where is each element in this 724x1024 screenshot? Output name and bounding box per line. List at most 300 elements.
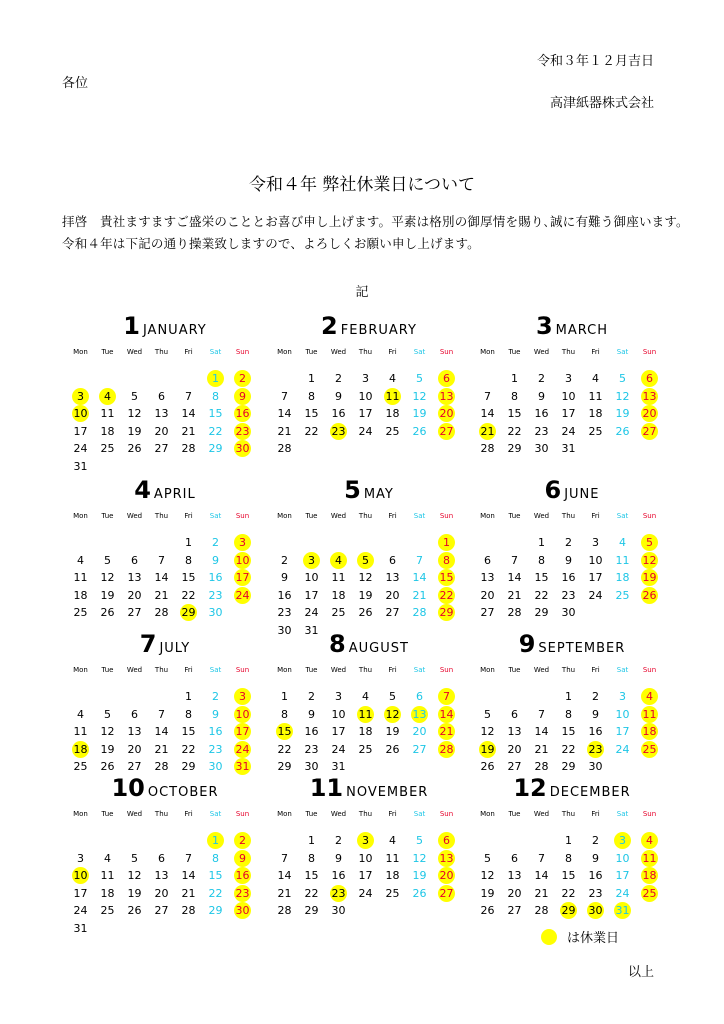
month-name: MARCH <box>555 323 609 338</box>
day-cell <box>271 758 298 776</box>
day-cell <box>609 552 636 570</box>
month-april <box>67 476 263 622</box>
weekday-label: Sat <box>616 666 629 674</box>
holiday-day: 11 <box>642 707 657 721</box>
day-cell <box>501 587 528 605</box>
day: 16 <box>331 869 346 883</box>
weekday-label: Tue <box>508 666 521 674</box>
day-cell <box>229 741 256 759</box>
month-table <box>67 664 256 776</box>
day: 6 <box>158 389 165 403</box>
holiday-day: 30 <box>588 904 603 918</box>
day: 29 <box>181 760 196 774</box>
day-cell <box>175 388 202 406</box>
day: 17 <box>304 588 319 602</box>
day: 1 <box>565 690 572 704</box>
day-cell <box>379 706 406 724</box>
day-cell <box>636 405 663 423</box>
day-cell <box>379 741 406 759</box>
empty-cell <box>148 920 175 938</box>
day-cell <box>67 423 94 441</box>
day-cell <box>352 741 379 759</box>
day-cell <box>148 552 175 570</box>
day: 7 <box>484 389 491 403</box>
weekday-label: Fri <box>388 348 397 356</box>
day: 14 <box>181 869 196 883</box>
day: 26 <box>358 606 373 620</box>
weekday-label: Sun <box>439 666 454 674</box>
empty-cell <box>609 604 636 622</box>
month-name: SEPTEMBER <box>538 641 626 656</box>
holiday-day: 27 <box>439 424 454 438</box>
day: 7 <box>185 389 192 403</box>
day-cell <box>325 867 352 885</box>
day-cell <box>609 423 636 441</box>
day: 28 <box>412 606 427 620</box>
day: 22 <box>181 742 196 756</box>
day-cell <box>555 388 582 406</box>
empty-cell <box>582 604 609 622</box>
empty-cell <box>121 832 148 850</box>
month-number: 2 <box>321 312 338 340</box>
day: 26 <box>100 760 115 774</box>
holiday-day: 15 <box>277 725 292 739</box>
day: 3 <box>619 690 626 704</box>
day-cell <box>636 867 663 885</box>
day-cell <box>528 723 555 741</box>
holiday-day: 11 <box>385 389 400 403</box>
day-cell <box>202 867 229 885</box>
day: 25 <box>615 588 630 602</box>
day: 12 <box>615 389 630 403</box>
day: 27 <box>127 606 142 620</box>
weekday-label: Thu <box>358 666 373 674</box>
day: 8 <box>212 851 219 865</box>
holiday-day: 10 <box>73 869 88 883</box>
month-number: 8 <box>329 630 346 658</box>
day: 1 <box>308 834 315 848</box>
day-cell <box>94 850 121 868</box>
day: 17 <box>73 886 88 900</box>
weekday-label: Wed <box>126 666 143 674</box>
day-cell <box>175 569 202 587</box>
day: 18 <box>615 571 630 585</box>
day-cell <box>202 850 229 868</box>
empty-cell <box>379 440 406 458</box>
empty-cell <box>352 902 379 920</box>
weekday-label: Sun <box>439 512 454 520</box>
day: 9 <box>212 707 219 721</box>
weekday-label: Fri <box>591 810 600 818</box>
day-cell <box>271 741 298 759</box>
empty-cell <box>229 458 256 476</box>
day: 3 <box>565 372 572 386</box>
day-cell <box>528 885 555 903</box>
day-cell <box>229 723 256 741</box>
day-cell <box>501 370 528 388</box>
empty-cell <box>433 440 460 458</box>
day-cell <box>433 688 460 706</box>
day: 1 <box>185 690 192 704</box>
empty-cell <box>352 758 379 776</box>
empty-cell <box>148 688 175 706</box>
day-cell <box>175 423 202 441</box>
day: 4 <box>389 834 396 848</box>
day-cell <box>406 569 433 587</box>
day: 23 <box>534 424 549 438</box>
month-number: 7 <box>139 630 157 658</box>
day: 5 <box>104 553 111 567</box>
day-cell <box>501 723 528 741</box>
day: 13 <box>127 571 142 585</box>
day: 2 <box>212 536 219 550</box>
day-cell <box>433 423 460 441</box>
day: 28 <box>507 606 522 620</box>
day: 12 <box>127 407 142 421</box>
weekday-label: Wed <box>126 512 143 520</box>
day-cell <box>175 723 202 741</box>
day: 23 <box>561 588 576 602</box>
day-cell <box>121 885 148 903</box>
day: 13 <box>507 869 522 883</box>
day-cell <box>94 423 121 441</box>
day-cell <box>501 604 528 622</box>
empty-cell <box>175 832 202 850</box>
empty-cell <box>271 534 298 552</box>
day: 11 <box>331 571 346 585</box>
day-cell <box>94 758 121 776</box>
day: 6 <box>416 690 423 704</box>
day: 24 <box>358 886 373 900</box>
day-cell <box>352 552 379 570</box>
day: 1 <box>565 834 572 848</box>
holiday-day: 29 <box>181 606 196 620</box>
day: 27 <box>127 760 142 774</box>
issue-date: 令和３年１２月吉日 <box>536 54 654 69</box>
day: 9 <box>335 389 342 403</box>
day-cell <box>636 370 663 388</box>
weekday-label: Thu <box>561 348 576 356</box>
day-cell <box>474 902 501 920</box>
day: 1 <box>538 536 545 550</box>
day-cell <box>474 706 501 724</box>
day: 15 <box>561 725 576 739</box>
day-cell <box>148 587 175 605</box>
day-cell <box>271 552 298 570</box>
day: 4 <box>362 690 369 704</box>
day: 18 <box>385 407 400 421</box>
day-cell <box>229 885 256 903</box>
month-header <box>67 774 263 804</box>
weekday-label: Sat <box>413 666 426 674</box>
day: 25 <box>331 606 346 620</box>
day: 21 <box>277 886 292 900</box>
day-cell <box>67 885 94 903</box>
day-cell <box>555 706 582 724</box>
month-header <box>271 312 467 342</box>
day: 2 <box>592 690 599 704</box>
day-cell <box>229 388 256 406</box>
holiday-day: 17 <box>235 725 250 739</box>
day-cell <box>555 867 582 885</box>
day: 8 <box>565 851 572 865</box>
day-cell <box>202 604 229 622</box>
day: 8 <box>565 707 572 721</box>
day-cell <box>298 569 325 587</box>
day-cell <box>325 423 352 441</box>
month-number: 3 <box>535 312 553 340</box>
day-cell <box>229 867 256 885</box>
day: 7 <box>511 553 518 567</box>
day-cell <box>352 405 379 423</box>
day-cell <box>325 552 352 570</box>
month-may <box>271 476 467 639</box>
day: 15 <box>181 571 196 585</box>
weekday-label: Mon <box>277 348 292 356</box>
empty-cell <box>501 832 528 850</box>
day-cell <box>501 405 528 423</box>
empty-cell <box>582 440 609 458</box>
day-cell <box>298 741 325 759</box>
day: 16 <box>588 725 603 739</box>
holiday-day: 6 <box>438 370 455 387</box>
day: 19 <box>480 886 495 900</box>
day-cell <box>298 885 325 903</box>
day: 3 <box>362 372 369 386</box>
empty-cell <box>175 920 202 938</box>
weekday-label: Mon <box>480 512 495 520</box>
holiday-day: 13 <box>439 389 454 403</box>
day-cell <box>352 706 379 724</box>
day-cell <box>298 688 325 706</box>
holiday-day: 18 <box>642 725 657 739</box>
holiday-day: 11 <box>642 851 657 865</box>
day-cell <box>298 604 325 622</box>
month-header <box>474 476 670 506</box>
day-cell <box>202 552 229 570</box>
day-cell <box>528 388 555 406</box>
holiday-day: 17 <box>235 571 250 585</box>
holiday-day: 21 <box>480 424 495 438</box>
day: 6 <box>511 851 518 865</box>
day-cell <box>325 706 352 724</box>
empty-cell <box>528 832 555 850</box>
day-cell <box>636 723 663 741</box>
day: 24 <box>588 588 603 602</box>
holiday-day: 18 <box>642 869 657 883</box>
day: 4 <box>104 851 111 865</box>
weekday-label: Mon <box>73 512 88 520</box>
day: 14 <box>534 869 549 883</box>
day: 22 <box>534 588 549 602</box>
weekday-label: Mon <box>73 810 88 818</box>
day-cell <box>636 423 663 441</box>
day: 14 <box>480 407 495 421</box>
day: 31 <box>73 459 88 473</box>
weekday-label: Tue <box>508 348 521 356</box>
weekday-label: Wed <box>330 810 347 818</box>
day-cell <box>379 587 406 605</box>
day: 17 <box>588 571 603 585</box>
month-march <box>474 312 670 458</box>
day-cell <box>433 832 460 850</box>
day-cell <box>94 388 121 406</box>
month-name: JULY <box>159 641 191 656</box>
holiday-day: 24 <box>235 742 250 756</box>
day: 12 <box>480 869 495 883</box>
day-cell <box>67 604 94 622</box>
empty-cell <box>501 688 528 706</box>
empty-cell <box>94 832 121 850</box>
day-cell <box>202 758 229 776</box>
day-cell <box>609 370 636 388</box>
month-table <box>474 808 663 920</box>
month-number: 12 <box>513 774 547 802</box>
day-cell <box>528 423 555 441</box>
day-cell <box>271 885 298 903</box>
month-number: 10 <box>111 774 145 802</box>
day: 25 <box>100 904 115 918</box>
day: 19 <box>615 407 630 421</box>
empty-cell <box>325 440 352 458</box>
month-table <box>271 510 460 639</box>
empty-cell <box>474 370 501 388</box>
day-cell <box>501 741 528 759</box>
day-cell <box>352 370 379 388</box>
weekday-label: Fri <box>591 666 600 674</box>
weekday-label: Tue <box>101 666 114 674</box>
empty-cell <box>298 440 325 458</box>
day: 20 <box>507 742 522 756</box>
day-cell <box>501 902 528 920</box>
day-cell <box>94 587 121 605</box>
day: 26 <box>385 742 400 756</box>
weekday-label: Sun <box>439 348 454 356</box>
day-cell <box>94 552 121 570</box>
day-cell <box>94 741 121 759</box>
day: 11 <box>73 571 88 585</box>
holiday-day: 4 <box>330 552 347 569</box>
greeting-line-2: 令和４年は下記の通り操業致しますので、よろしくお願い申し上げます。 <box>62 236 480 251</box>
day: 22 <box>208 886 223 900</box>
day: 21 <box>534 886 549 900</box>
day-cell <box>582 587 609 605</box>
day-cell <box>175 534 202 552</box>
day-cell <box>609 569 636 587</box>
day: 26 <box>127 904 142 918</box>
day-cell <box>298 370 325 388</box>
empty-cell <box>94 458 121 476</box>
day: 24 <box>358 424 373 438</box>
day-cell <box>555 370 582 388</box>
day-cell <box>636 388 663 406</box>
empty-cell <box>121 370 148 388</box>
day: 2 <box>308 690 315 704</box>
day-cell <box>555 741 582 759</box>
empty-cell <box>148 832 175 850</box>
month-june <box>474 476 670 622</box>
weekday-label: Fri <box>591 348 600 356</box>
day-cell <box>433 405 460 423</box>
holiday-day: 3 <box>303 552 320 569</box>
weekday-label: Fri <box>388 512 397 520</box>
day-cell <box>433 534 460 552</box>
day-cell <box>121 867 148 885</box>
day: 7 <box>281 389 288 403</box>
day-cell <box>609 902 636 920</box>
day-cell <box>636 587 663 605</box>
holiday-day: 1 <box>207 370 224 387</box>
empty-cell <box>379 902 406 920</box>
day-cell <box>271 867 298 885</box>
day: 6 <box>131 707 138 721</box>
day-cell <box>501 758 528 776</box>
day: 9 <box>592 851 599 865</box>
day-cell <box>555 758 582 776</box>
day-cell <box>555 569 582 587</box>
day-cell <box>555 534 582 552</box>
day-cell <box>352 569 379 587</box>
day-cell <box>67 723 94 741</box>
weekday-label: Fri <box>184 348 193 356</box>
holiday-day: 5 <box>641 534 658 551</box>
day-cell <box>528 604 555 622</box>
day-cell <box>229 850 256 868</box>
day-cell <box>94 569 121 587</box>
day: 1 <box>185 536 192 550</box>
day: 20 <box>480 588 495 602</box>
day: 16 <box>331 407 346 421</box>
day-cell <box>379 388 406 406</box>
day-cell <box>433 569 460 587</box>
day: 11 <box>588 389 603 403</box>
month-number: 11 <box>309 774 344 802</box>
holiday-day: 6 <box>641 370 658 387</box>
day: 11 <box>385 851 400 865</box>
holiday-day: 19 <box>642 571 657 585</box>
day: 30 <box>331 904 346 918</box>
day: 22 <box>507 424 522 438</box>
holiday-day: 2 <box>234 370 251 387</box>
day: 27 <box>507 760 522 774</box>
day-cell <box>148 885 175 903</box>
day: 19 <box>412 869 427 883</box>
weekday-label: Fri <box>184 666 193 674</box>
day-cell <box>148 388 175 406</box>
day-cell <box>582 867 609 885</box>
month-table <box>67 510 256 622</box>
day: 16 <box>277 588 292 602</box>
day-cell <box>148 440 175 458</box>
day: 1 <box>281 690 288 704</box>
holiday-day: 3 <box>614 832 631 849</box>
empty-cell <box>67 370 94 388</box>
day-cell <box>202 902 229 920</box>
day: 4 <box>77 553 84 567</box>
empty-cell <box>636 604 663 622</box>
weekday-label: Tue <box>305 810 318 818</box>
holiday-day: 29 <box>561 904 576 918</box>
day: 12 <box>480 725 495 739</box>
day: 29 <box>208 904 223 918</box>
day-cell <box>121 440 148 458</box>
empty-cell <box>433 758 460 776</box>
month-header <box>67 476 263 506</box>
day-cell <box>582 850 609 868</box>
day: 24 <box>73 442 88 456</box>
day: 29 <box>561 760 576 774</box>
day-cell <box>229 587 256 605</box>
